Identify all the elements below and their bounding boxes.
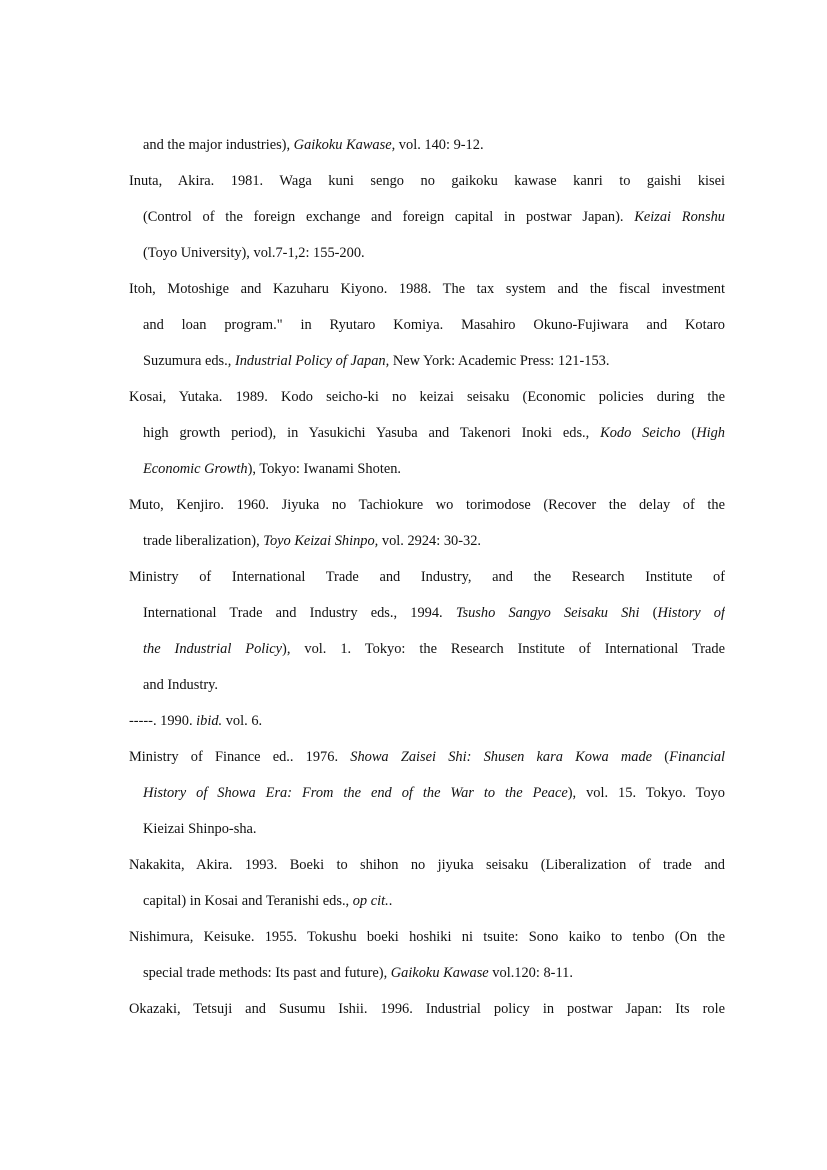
- reference-line: [129, 925, 725, 961]
- reference-entry: [129, 997, 725, 1033]
- reference-text: New York: Academic Press: 121-153.: [389, 353, 610, 369]
- reference-line: [129, 961, 725, 997]
- reference-entry: [129, 133, 725, 169]
- italic-text: Industrial Policy of Japan,: [234, 353, 390, 369]
- reference-text: vol. 2924: 30-32.: [378, 533, 482, 549]
- reference-line: [129, 745, 725, 781]
- reference-entry: [129, 853, 725, 925]
- reference-line: [129, 529, 725, 565]
- reference-list: [129, 133, 725, 1033]
- italic-text: Showa Zaisei Shi: Shusen kara Kowa made: [350, 749, 653, 765]
- reference-text: vol.120: 8-11.: [488, 965, 573, 981]
- reference-text: and Industry.: [143, 677, 219, 693]
- reference-line: [129, 781, 725, 817]
- italic-text: History of: [657, 605, 725, 621]
- reference-text: (Control of the foreign exchange and foreign capital in postwar Japan).: [143, 209, 635, 225]
- italic-text: ibid.: [196, 713, 223, 729]
- reference-line: [129, 313, 725, 349]
- reference-line: [129, 133, 725, 169]
- reference-entry: [129, 565, 725, 709]
- reference-line: [129, 277, 725, 313]
- reference-line: [129, 817, 725, 853]
- reference-line: [129, 493, 725, 529]
- italic-text: Toyo Keizai Shinpo,: [263, 533, 379, 549]
- reference-text: (Toyo University), vol.7-1,2: 155-200.: [143, 245, 365, 261]
- reference-text: Nishimura, Keisuke. 1955. Tokushu boeki hoshiki ni tsuite: Sono kaiko to tenbo (On the: [129, 929, 725, 945]
- reference-line: [129, 853, 725, 889]
- italic-text: Gaikoku Kawase: [390, 965, 489, 981]
- reference-line: [129, 673, 725, 709]
- reference-entry: [129, 925, 725, 997]
- reference-text: vol. 6.: [222, 713, 263, 729]
- reference-line: [129, 637, 725, 673]
- reference-text: and the major industries),: [143, 137, 294, 153]
- reference-text: Suzumura eds.,: [143, 353, 235, 369]
- reference-text: ), Tokyo: Iwanami Shoten.: [247, 461, 401, 477]
- reference-text: (: [680, 425, 697, 441]
- reference-entry: [129, 169, 725, 277]
- reference-text: (: [652, 749, 670, 765]
- reference-text: (: [639, 605, 658, 621]
- reference-line: [129, 709, 725, 745]
- reference-line: [129, 421, 725, 457]
- italic-text: High: [696, 425, 725, 441]
- italic-text: the Industrial Policy: [143, 641, 283, 657]
- italic-text: Gaikoku Kawase,: [293, 137, 396, 153]
- reference-text: Inuta, Akira. 1981. Waga kuni sengo no gaikoku kawase kanri to gaishi kisei: [129, 173, 725, 189]
- reference-text: Muto, Kenjiro. 1960. Jiyuka no Tachiokure wo torimodose (Recover the delay of the: [129, 497, 725, 513]
- reference-text: ), vol. 1. Tokyo: the Research Institute of International Trade: [282, 641, 725, 657]
- reference-text: and loan program." in Ryutaro Komiya. Masahiro Okuno-Fujiwara and Kotaro: [143, 317, 725, 333]
- italic-text: Keizai Ronshu: [634, 209, 725, 225]
- reference-line: [129, 349, 725, 385]
- reference-text: Ministry of Finance ed.. 1976.: [129, 749, 351, 765]
- reference-text: Kieizai Shinpo-sha.: [143, 821, 257, 837]
- reference-entry: [129, 709, 725, 745]
- reference-text: trade liberalization),: [143, 533, 264, 549]
- reference-text: special trade methods: Its past and future),: [143, 965, 391, 981]
- reference-line: [129, 169, 725, 205]
- reference-line: [129, 205, 725, 241]
- reference-entry: [129, 385, 725, 493]
- reference-text: Kosai, Yutaka. 1989. Kodo seicho-ki no keizai seisaku (Economic policies during the: [129, 389, 725, 405]
- reference-line: [129, 601, 725, 637]
- reference-text: high growth period), in Yasukichi Yasuba and Takenori Inoki eds.,: [143, 425, 601, 441]
- italic-text: op cit.: [352, 893, 389, 909]
- reference-text: International Trade and Industry eds., 1994.: [143, 605, 456, 621]
- italic-text: Tsusho Sangyo Seisaku Shi: [455, 605, 640, 621]
- reference-line: [129, 241, 725, 277]
- reference-text: capital) in Kosai and Teranishi eds.,: [143, 893, 353, 909]
- reference-line: [129, 565, 725, 601]
- reference-line: [129, 889, 725, 925]
- italic-text: Financial: [669, 749, 725, 765]
- reference-entry: [129, 493, 725, 565]
- reference-text: Nakakita, Akira. 1993. Boeki to shihon no jiyuka seisaku (Liberalization of trade and: [129, 857, 725, 873]
- italic-text: Kodo Seicho: [600, 425, 681, 441]
- reference-text: .: [388, 893, 393, 909]
- reference-entry: [129, 277, 725, 385]
- italic-text: Economic Growth: [143, 461, 248, 477]
- reference-entry: [129, 745, 725, 853]
- italic-text: History of Showa Era: From the end of the War to the Peace: [143, 785, 568, 801]
- reference-line: [129, 457, 725, 493]
- reference-text: Okazaki, Tetsuji and Susumu Ishii. 1996. Industrial policy in postwar Japan: Its role: [129, 1001, 725, 1017]
- reference-line: [129, 385, 725, 421]
- reference-text: -----. 1990.: [129, 713, 197, 729]
- reference-text: vol. 140: 9-12.: [395, 137, 484, 153]
- reference-text: Itoh, Motoshige and Kazuharu Kiyono. 1988. The tax system and the fiscal investment: [129, 281, 725, 297]
- reference-text: Ministry of International Trade and Industry, and the Research Institute of: [129, 569, 725, 585]
- reference-text: ), vol. 15. Tokyo. Toyo: [567, 785, 725, 801]
- reference-line: [129, 997, 725, 1033]
